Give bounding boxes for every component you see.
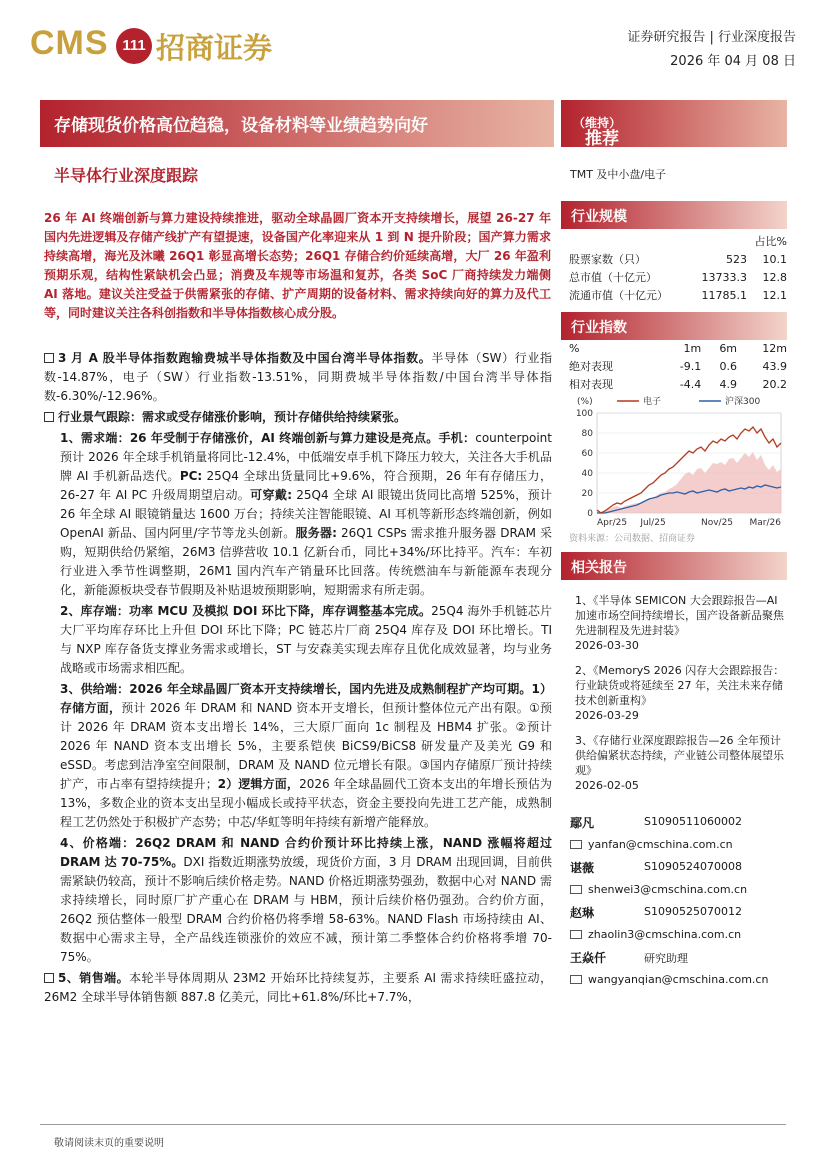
mail-icon [570, 975, 582, 984]
checkbox-bullet-icon [44, 353, 54, 363]
body-paragraph-demand: 1、需求端：26 年受制于存储涨价，AI 终端创新与算力建设是亮点。手机：counterpoint 预计 2026 年全球手机销量将同比-12.4%，中低端安卓手机下降压力较大，关注各大手机品牌 AI 手机新品迭代。PC: 25Q4 全球出货量同比+9.6%，符合预期，26 年有存储压力，26-27 年 AI PC 升级周期望启动。可穿戴: 25Q4 全球 AI 眼镜出货同比高增 525%，预计 26 年全球 AI 眼镜销量达 1600 万台；持续关注智能眼镜、AI 耳机等新形态终端创新，例如 OpenAI 新品、国内阿里/字节等龙头创新。服务器: 26Q1 CSPs 需求推升服务器 DRAM 采购，短期供给仍紧缩，26M3 信骅营收 10.1 亿新台币，同比+34%/环比持平。汽车：车初行业进入季节性调整期，26M1 国内汽车产销量环比回落。传统燃油车与新能源车表现分化，新能源板块受春节假期及补贴退坡预期影响，短期需求有所走弱。 [60, 431, 553, 597]
y-tick-label: 100 [575, 409, 593, 419]
industry-scale-header: 行业规模 [561, 201, 787, 229]
logo-chinese-name: 招商证券 [156, 31, 273, 65]
analyst-entry: 谌薇 S1090524070008 [570, 860, 742, 875]
mail-icon [570, 930, 582, 939]
body-paragraph-supply: 3、供给端：2026 年全球晶圆厂资本开支持续增长，国内先进及成熟制程扩产均可期。1）存储方面，预计 2026 年 DRAM 和 NAND 资本开支增长，但预计整体位元产出有限。①预计 2026 年 DRAM 资本支出增长 14%，三大原厂面向 1c 制程及 HBM4 扩张。②预计 2026 年 NAND 资本支出增长 5%，主要系铠侠 BiCS9/BiCS8 研发量产及美光 G9 和 eSSD。考虑到洁净室空间限制，DRAM 及 NAND 位元增长有限。③国内存储原厂预计持续扩产，市占率有望持续提升；2）逻辑方面，2026 年全球晶圆代工资本支出的年增长预估为 13%，多数企业的资本支出呈现小幅成长或持平状态，资金主要投向先进工艺产能，成熟制程工艺仍然处于积极扩产态势；中芯/华虹等明年持续有新增产能释放。 [60, 682, 552, 829]
related-reports-header: 相关报告 [561, 552, 787, 580]
list-item[interactable]: 1、《半导体 SEMICON 大会跟踪报告—AI 加速市场空间持续增长，国产设备新品聚焦先进制程及先进封装》 2026-03-30 [575, 594, 784, 652]
title-bar [40, 100, 554, 147]
body-paragraph-price: 4、价格端：26Q2 DRAM 和 NAND 合约价预计环比持续上涨，NAND 涨幅将超过 DRAM 达 70-75%。DXI 指数近期涨势放缓，现货价方面，3 月 DRAM 出现回调，目前供需紧缺仍较高，预计不影响后续价格走势。NAND 价格近期涨势强劲，数据中心对 NAND 需求持续增长，同时原厂扩产重心在 DRAM 与 HBM，预计后续价格仍强劲。合约价方面，26Q2 预估整体一般型 DRAM 合约价格仍将季增 58-63%。NAND Flash 市场持续由 AI、数据中心需求主导，全产品线连锁涨价的效应不减，预计第二季整体合约价格将季增 70-75%。 [60, 836, 552, 964]
footer-divider [40, 1124, 786, 1125]
analyst-email[interactable]: yanfan@cmschina.com.cn [570, 835, 785, 857]
related-reports-list [575, 593, 785, 803]
body-paragraph-1: 3 月 A 股半导体指数跑输费城半导体指数及中国台湾半导体指数。半导体（SW）行业指数-14.87%，电子（SW）行业指数-13.51%，同期费城半导体指数/中国台湾半导体指数-6.30%/-12.96%。 [44, 351, 552, 403]
list-item[interactable]: 2、《MemoryS 2026 闪存大会跟踪报告：行业缺货或将延续至 27 年，关注未来存储技术创新重构》 2026-03-29 [575, 664, 785, 722]
logo-badge: 111 [116, 28, 152, 64]
index-performance-chart [567, 393, 787, 533]
table-row: 股票家数（只） 523 10.1 [569, 252, 787, 266]
checkbox-bullet-icon [44, 412, 54, 422]
y-tick-label: 40 [581, 469, 593, 479]
table-row: % 1m 6m 12m [569, 342, 787, 355]
x-tick-label: Apr/25 [597, 518, 628, 528]
logo-latin: CMS [30, 24, 109, 62]
analyst-email[interactable]: shenwei3@cmschina.com.cn [570, 880, 785, 902]
industry-scale-table [569, 232, 787, 304]
analyst-entry: 鄢凡 S1090511060002 [570, 815, 742, 830]
analyst-list [570, 812, 785, 992]
y-tick-label: 60 [581, 449, 593, 459]
x-tick-label: Jul/25 [640, 518, 666, 528]
table-row: 绝对表现 -9.1 0.6 43.9 [569, 359, 787, 373]
y-tick-label: 0 [587, 509, 593, 519]
report-type: 证券研究报告 | 行业深度报告 [627, 30, 796, 45]
y-axis-label: (%) [577, 397, 593, 407]
legend-label: 电子 [643, 397, 662, 407]
chart-source: 资料来源：公司数据、招商证券 [569, 534, 696, 544]
table-row: 总市值（十亿元） 13733.3 12.8 [569, 270, 787, 284]
body-paragraph-2: 行业景气跟踪：需求或受存储涨价影响，预计存储供给持续紧张。 [44, 408, 552, 427]
table-row: 相对表现 -4.4 4.9 20.2 [569, 377, 787, 391]
y-tick-label: 20 [581, 489, 593, 499]
y-tick-label: 80 [581, 429, 593, 439]
company-logo [30, 22, 300, 66]
x-tick-label: Mar/26 [749, 518, 781, 528]
pct-header: 占比% [754, 235, 787, 248]
industry-index-header: 行业指数 [561, 312, 787, 340]
analyst-entry: 赵琳 S1090525070012 [570, 905, 742, 920]
table-row [569, 232, 787, 250]
mail-icon [570, 840, 582, 849]
summary-paragraph: 26 年 AI 终端创新与算力建设持续推进，驱动全球晶圆厂资本开支持续增长，展望 26-27 年国内先进逻辑及存储产线扩产有望提速，设备国产化率迎来从 1 到 N 提升阶段；国产算力需求持续高增，海光及沐曦 26Q1 彰显高增长态势；26Q1 存储合约价延续高增，大厂 26 年盈利预期乐观，结构性紧缺机会凸显；消费及车规等市场温和复苏，各类 SoC 厂商持续发力端侧 AI 落地。建议关注受益于供需紧张的存储、扩产周期的设备材料、需求持续向好的算力及代工等，同时建议关注各科创指数和半导体指数核心成分股。 [44, 211, 551, 320]
industry-index-table [569, 340, 787, 393]
body-paragraph-sales: 5、销售端。本轮半导体周期从 23M2 开始环比持续复苏，主要系 AI 需求持续旺盛拉动，26M2 全球半导体销售额 887.8 亿美元，同比+61.8%/环比+7.7%， [44, 971, 552, 1004]
report-date: 2026 年 04 月 08 日 [670, 54, 796, 69]
main-body [44, 349, 552, 1009]
report-subtitle: 半导体行业深度跟踪 [54, 166, 199, 185]
rating-sub: （维持） [573, 116, 622, 130]
legend-label: 沪深300 [725, 397, 761, 407]
body-paragraph-inventory: 2、库存端：功率 MCU 及模拟 DOI 环比下降，库存调整基本完成。25Q4 海外手机链芯片大厂平均库存环比上升但 DOI 环比下降；PC 链芯片厂商 25Q4 库存及 DOI 环比增长。TI 与 NXP 库存备货支撑业务需求或增长，ST 与安森美实现去库存且优化成效显著，均与业务战略或市场需求相匹配。 [60, 604, 552, 675]
x-tick-label: Nov/25 [700, 518, 734, 528]
analyst-email[interactable]: wangyanqian@cmschina.com.cn [570, 970, 785, 992]
rating-bar [561, 100, 787, 147]
report-title: 存储现货价格高位趋稳，设备材料等业绩趋势向好 [54, 116, 428, 136]
analyst-entry: 王焱仟 研究助理 [570, 951, 688, 965]
checkbox-bullet-icon [44, 973, 54, 983]
list-item[interactable]: 3、《存储行业深度跟踪报告—26 全年预计供给偏紧状态持续，产业链公司整体展望乐观》 2026-02-05 [575, 734, 784, 792]
footer-note: 敬请阅读末页的重要说明 [54, 1138, 164, 1149]
sector-label: TMT 及中小盘/电子 [570, 168, 667, 181]
table-row: 流通市值（十亿元） 11785.1 12.1 [569, 288, 787, 302]
relative-performance-area [597, 452, 781, 513]
mail-icon [570, 885, 582, 894]
rating-label: 推荐 （维持） [573, 116, 622, 149]
analyst-email[interactable]: zhaolin3@cmschina.com.cn [570, 925, 785, 947]
